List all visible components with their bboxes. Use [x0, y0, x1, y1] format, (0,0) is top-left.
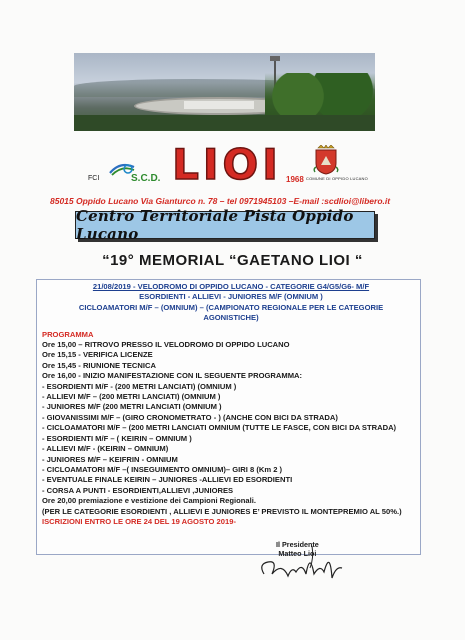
title-banner — [75, 207, 375, 243]
registration-deadline: ISCRIZIONI ENTRO LE ORE 24 DEL 19 AGOSTO 2019- — [42, 516, 236, 526]
schedule-item: - ESORDIENTI M/F - (200 METRI LANCIATI) (OMNIUM ) — [42, 381, 237, 391]
schedule-item: - CICLOAMATORI M/F – (200 METRI LANCIATI OMNIUM (TUTTE LE FASCE, CON BICI DA STRADA) — [42, 423, 397, 433]
schedule-item: Ore 15,00 – RITROVO PRESSO IL VELODROMO DI OPPIDO LUCANO — [42, 340, 290, 350]
schedule-item: - GIOVANISSIMI M/F – (GIRO CRONOMETRATO - ) (ANCHE CON BICI DA STRADA) — [42, 412, 338, 422]
schedule-item: - ESORDIENTI M/F – ( KEIRIN – OMNIUM ) — [42, 433, 192, 443]
schedule-item: - JUNIORES M/F (200 METRI LANCIATI (OMNIUM ) — [42, 402, 222, 412]
schedule-item: Ore 20,00 premiazione e vestizione dei Campioni Regionali. — [42, 496, 256, 506]
schedule-item: - ALLIEVI M/F – (200 METRI LANCIATI) (OMNIUM ) — [42, 392, 221, 402]
municipal-crest-icon — [313, 145, 339, 175]
program-heading: PROGRAMMA — [42, 329, 94, 339]
velodrome-photo — [74, 53, 375, 131]
founding-year: 1968 — [286, 175, 304, 184]
schedule-item: Ore 15,45 - RIUNIONE TECNICA — [42, 360, 156, 370]
club-address: 85015 Oppido Lucano Via Gianturco n. 78 – tel 0971945103 –E-mail :scdlioi@libero.it — [50, 196, 391, 206]
schedule-item: Ore 15,15 - VERIFICA LICENZE — [42, 350, 153, 360]
club-label: S.C.D. — [131, 173, 161, 184]
schedule-item: - CORSA A PUNTI - ESORDIENTI,ALLIEVI ,JUNIORES — [42, 485, 234, 495]
schedule-item: - JUNIORES M/F – KEIFRIN - OMNIUM — [42, 454, 178, 464]
intro-line: AGONISTICHE) — [203, 313, 259, 323]
event-intro — [42, 282, 420, 324]
schedule-list — [42, 340, 420, 517]
schedule-item: - CICLOAMATORI M/F –( INSEGUIMENTO OMNIUM)– GIRI 8 (Km 2 ) — [42, 464, 283, 474]
banner-text: Centro Territoriale Pista Oppido Lucano — [76, 207, 354, 243]
intro-line: CICLOAMATORI M/F – (OMNIUM) – (CAMPIONATO REGIONALE PER LE CATEGORIE — [78, 302, 384, 312]
signatory-name: Matteo Lioi — [278, 549, 317, 558]
event-title: “19° MEMORIAL “GAETANO LIOI “ — [102, 252, 363, 269]
handwritten-signature — [252, 532, 347, 584]
program-content — [42, 282, 420, 527]
schedule-item: - EVENTUALE FINALE KEIRIN – JUNIORES -ALLIEVI ED ESORDIENTI — [42, 475, 293, 485]
schedule-item: (PER LE CATEGORIE ESORDIENTI , ALLIEVI E JUNIORES E’ PREVISTO IL MONTEPREMIO AL 50%.) — [42, 506, 402, 516]
schedule-item: Ore 16,00 - INIZIO MANIFESTAZIONE CON IL SEGUENTE PROGRAMMA: — [42, 371, 303, 381]
crest-caption: COMUNE DI OPPIDO LUCANO — [306, 176, 368, 181]
intro-line: ESORDIENTI - ALLIEVI - JUNIORES M/F (OMNIUM ) — [139, 292, 323, 302]
brand-logo: LIOI — [172, 140, 282, 189]
intro-line: 21/08/2019 - VELODROMO DI OPPIDO LUCANO - CATEGORIE G4/G5/G6- M/F — [92, 282, 370, 291]
signatory-role: Il Presidente — [276, 540, 319, 549]
schedule-item: - ALLIEVI M/F - (KEIRIN – OMNIUM) — [42, 444, 169, 454]
fci-label: FCI — [88, 175, 100, 182]
